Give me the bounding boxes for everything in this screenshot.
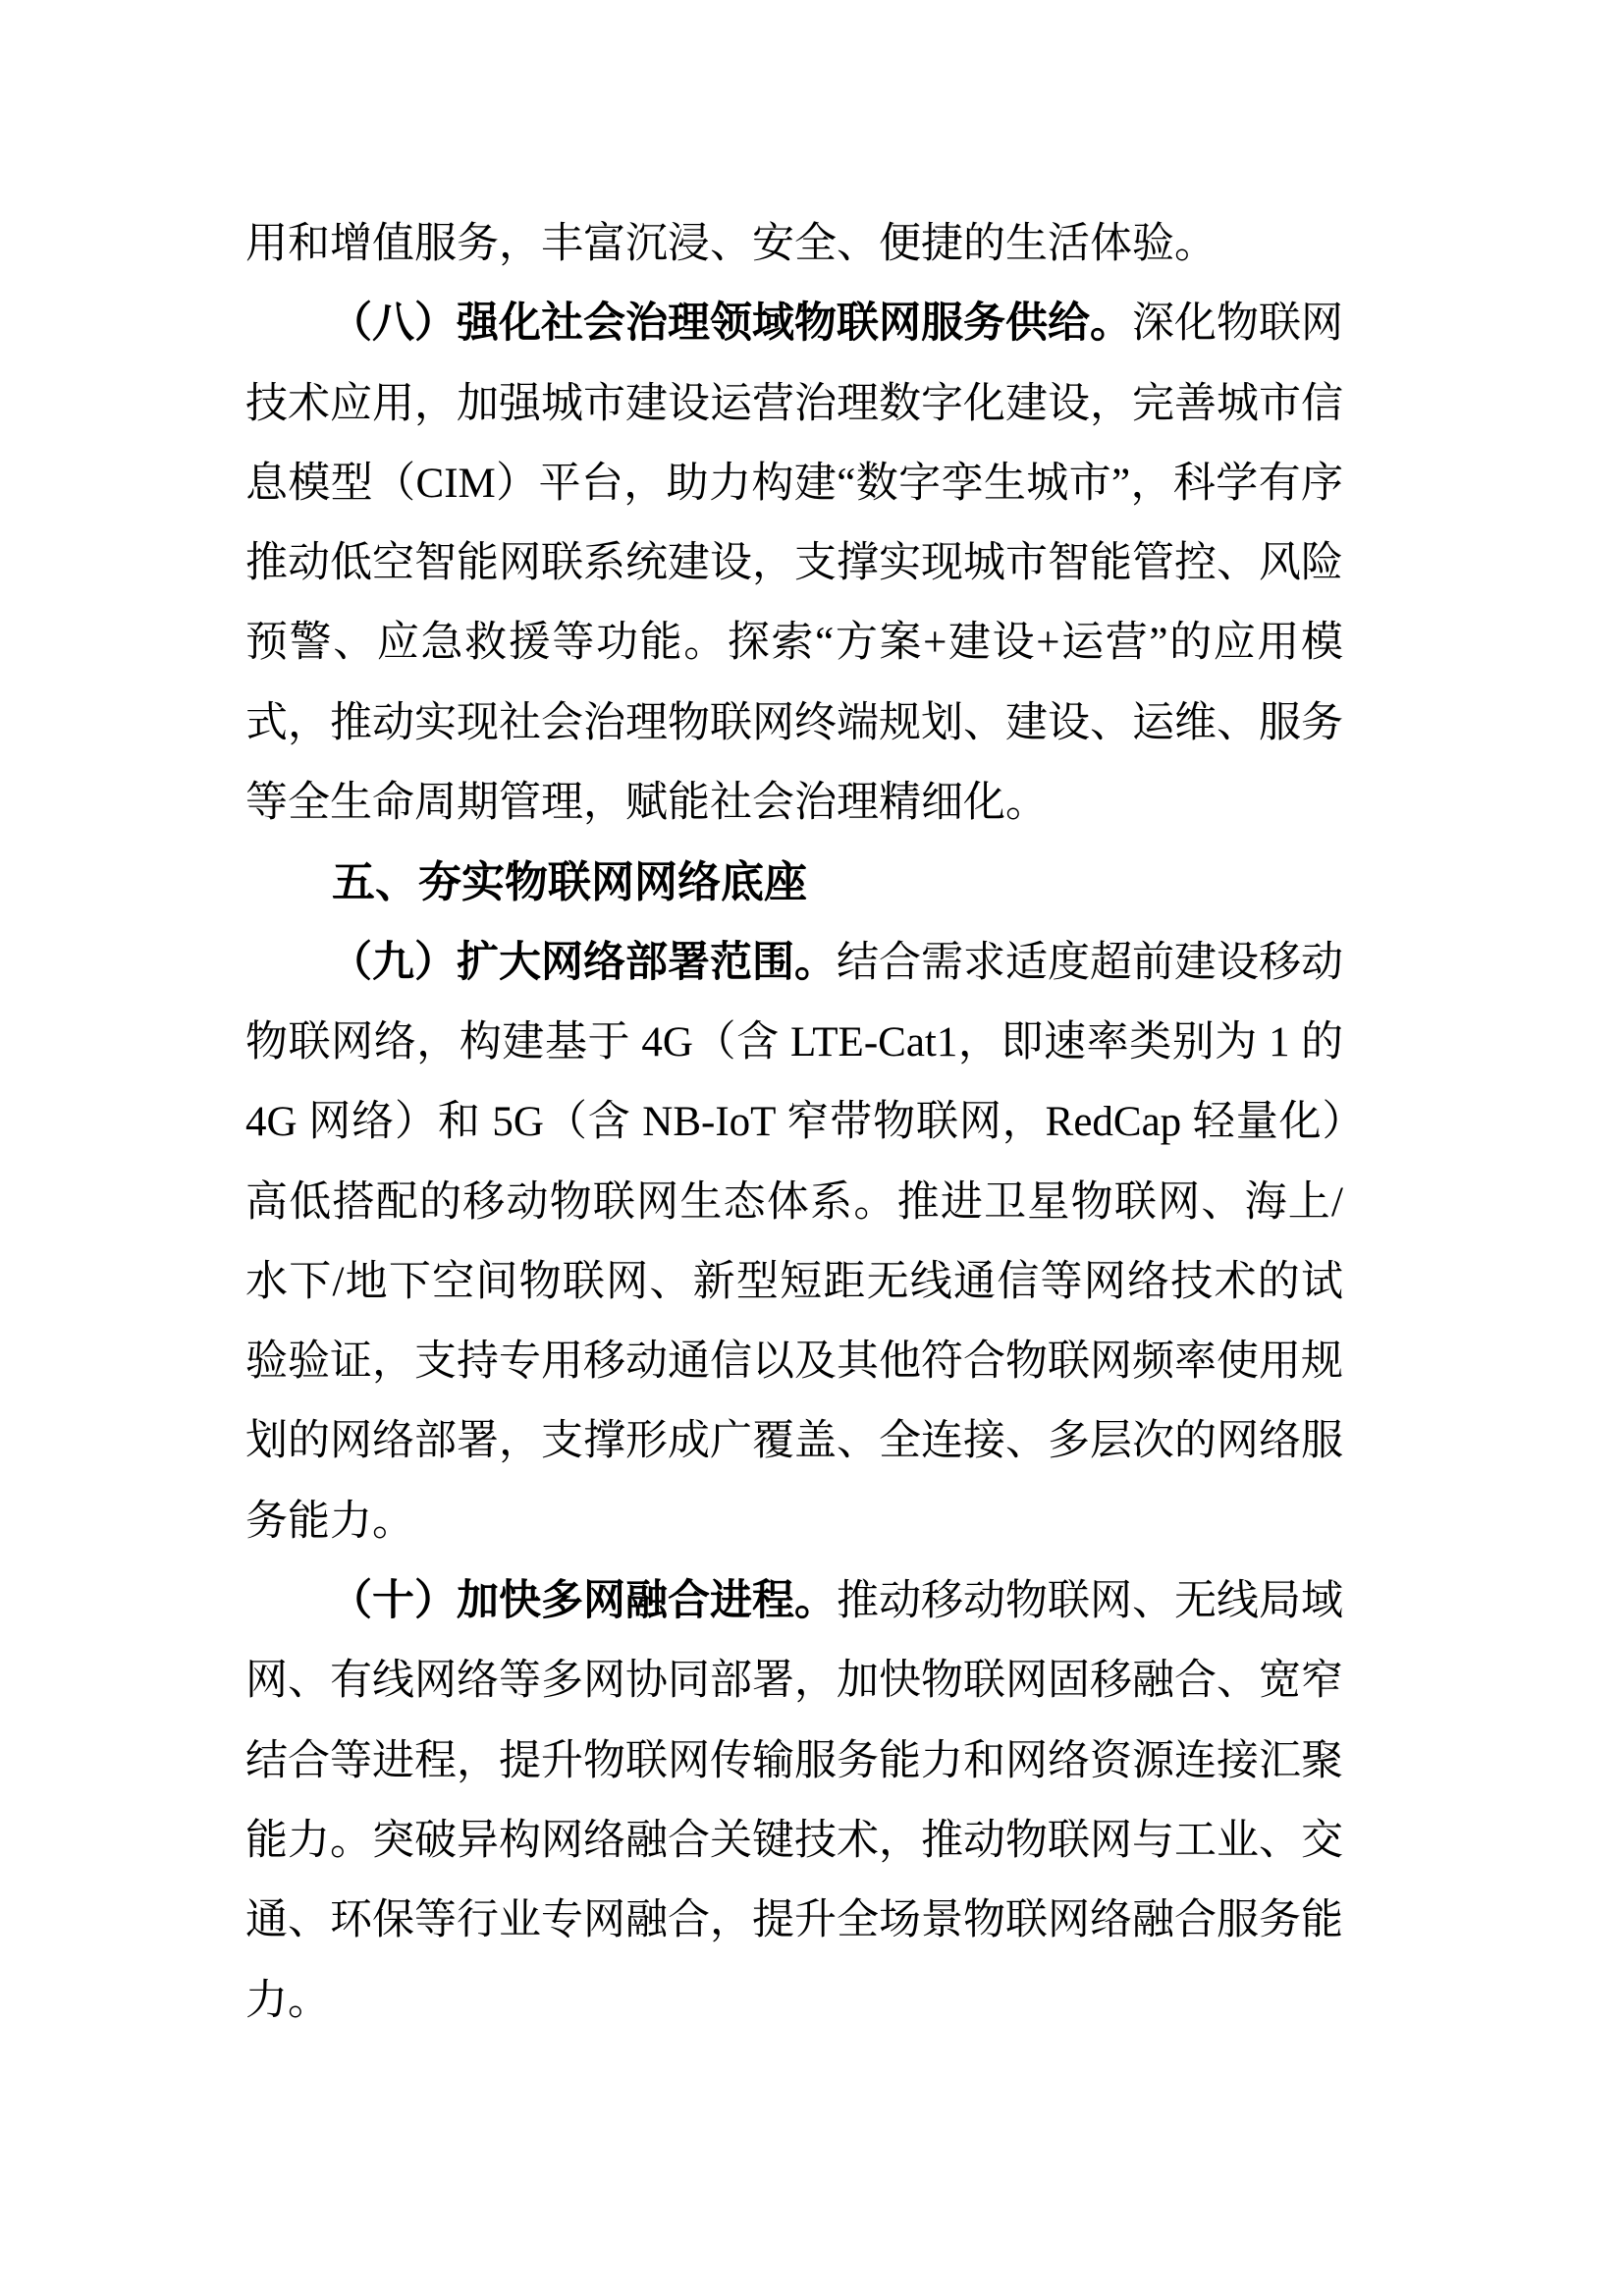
paragraph-item-10-text: 推动移动物联网、无线局域网、有线网络等多网协同部署，加快物联网固移融合、宽窄结合等进程，提升物联网传输服务能力和网络资源连接汇聚能力。突破异构网络融合关键技术，推动物联网与工业、交通、环保等行业专网融合，提升全场景物联网络融合服务能力。 (245, 1578, 1343, 2024)
paragraph-item-8 (245, 284, 1343, 843)
paragraph-item-8-text: 深化物联网技术应用，加强城市建设运营治理数字化建设，完善城市信息模型（CIM）平台，助力构建“数字孪生城市”，科学有序推动低空智能网联系统建设，支撑实现城市智能管控、风险预警、应急救援等功能。探索“方案+建设+运营”的应用模式，推动实现社会治理物联网终端规划、建设、运维、服务等全生命周期管理，赋能社会治理精细化。 (245, 301, 1343, 827)
paragraph-item-10-lead: （十）加快多网融合进程。 (330, 1578, 837, 1625)
paragraph-item-9-lead: （九）扩大网络部署范围。 (330, 939, 837, 986)
paragraph-item-10 (245, 1561, 1343, 2041)
paragraph-continuation: 用和增值服务，丰富沉浸、安全、便捷的生活体验。 (245, 221, 1217, 267)
document-body (245, 204, 1343, 2041)
paragraph-item-9-text: 结合需求适度超前建设移动物联网络，构建基于 4G（含 LTE-Cat1，即速率类别为 1 的 4G 网络）和 5G（含 NB-IoT 窄带物联网，RedCap 轻量化）高低搭配的移动物联网生态体系。推进卫星物联网、海上/水下/地下空间物联网、新型短距无线通信等网络技术的试验验证，支持专用移动通信以及其他符合物联网频率使用规划的网络部署，支撑形成广覆盖、全连接、多层次的网络服务能力。 (245, 939, 1343, 1545)
paragraph-item-8-lead: （八）强化社会治理领域物联网服务供给。 (330, 301, 1132, 348)
paragraph-item-9 (245, 923, 1343, 1561)
section-heading-5: 五、夯实物联网网络底座 (332, 858, 807, 907)
